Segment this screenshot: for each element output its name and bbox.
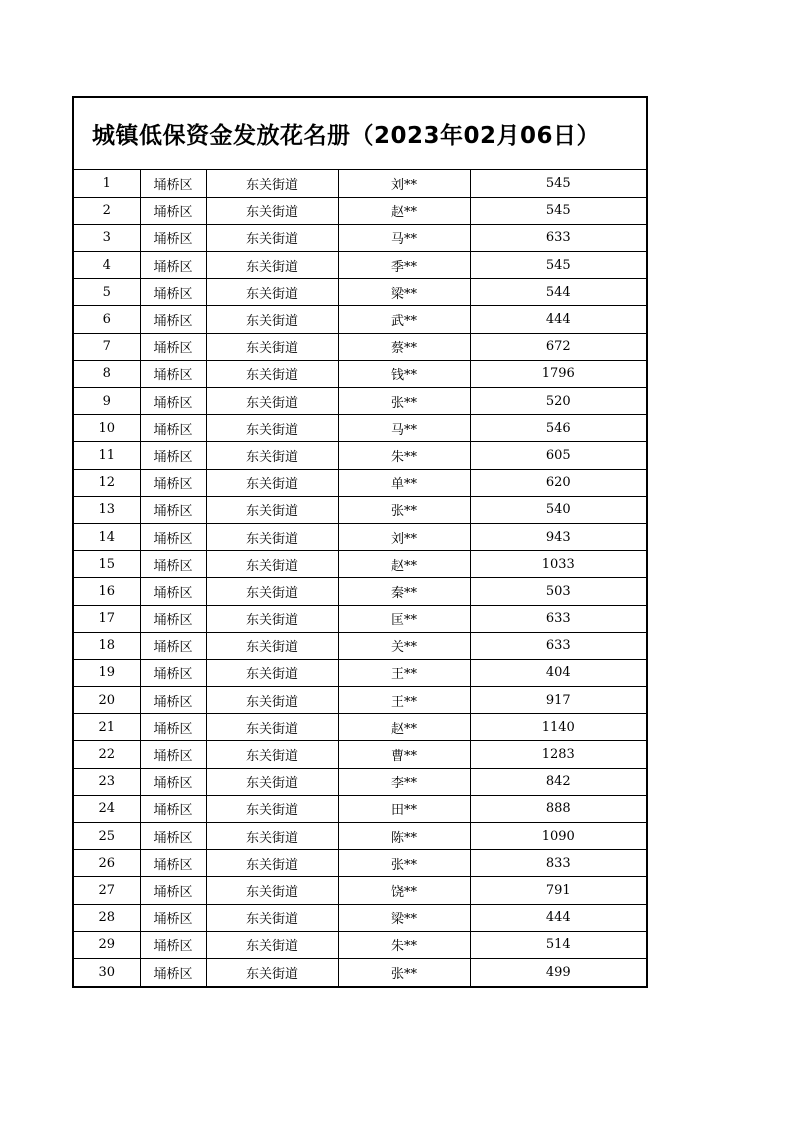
street-cell: 东关街道 [206,388,338,415]
row-number-cell: 26 [74,850,140,877]
roster-sheet [72,96,648,988]
row-number-cell: 11 [74,442,140,469]
district-cell: 埇桥区 [140,333,206,360]
name-cell: 刘** [338,170,470,197]
district-cell: 埇桥区 [140,741,206,768]
row-number-cell: 16 [74,578,140,605]
street-cell: 东关街道 [206,714,338,741]
amount-cell: 917 [470,687,646,714]
row-number-cell: 20 [74,687,140,714]
name-cell: 张** [338,388,470,415]
district-cell: 埇桥区 [140,551,206,578]
row-number-cell: 24 [74,795,140,822]
district-cell: 埇桥区 [140,877,206,904]
street-cell: 东关街道 [206,170,338,197]
district-cell: 埇桥区 [140,469,206,496]
table-row [74,442,646,469]
district-cell: 埇桥区 [140,170,206,197]
street-cell: 东关街道 [206,333,338,360]
name-cell: 赵** [338,714,470,741]
row-number-cell: 28 [74,904,140,931]
amount-cell: 545 [470,252,646,279]
name-cell: 张** [338,850,470,877]
table-row [74,388,646,415]
table-row [74,605,646,632]
name-cell: 张** [338,496,470,523]
street-cell: 东关街道 [206,687,338,714]
table-row [74,768,646,795]
amount-cell: 546 [470,415,646,442]
amount-cell: 633 [470,605,646,632]
amount-cell: 544 [470,279,646,306]
table-row [74,687,646,714]
row-number-cell: 5 [74,279,140,306]
street-cell: 东关街道 [206,931,338,958]
table-row [74,632,646,659]
street-cell: 东关街道 [206,224,338,251]
street-cell: 东关街道 [206,415,338,442]
row-number-cell: 6 [74,306,140,333]
name-cell: 马** [338,224,470,251]
street-cell: 东关街道 [206,850,338,877]
street-cell: 东关街道 [206,197,338,224]
street-cell: 东关街道 [206,958,338,985]
name-cell: 王** [338,659,470,686]
row-number-cell: 4 [74,252,140,279]
table-row [74,958,646,985]
name-cell: 陈** [338,823,470,850]
name-cell: 田** [338,795,470,822]
row-number-cell: 29 [74,931,140,958]
amount-cell: 620 [470,469,646,496]
row-number-cell: 12 [74,469,140,496]
row-number-cell: 30 [74,958,140,985]
amount-cell: 672 [470,333,646,360]
table-row [74,795,646,822]
row-number-cell: 25 [74,823,140,850]
amount-cell: 545 [470,197,646,224]
table-row [74,659,646,686]
table-row [74,415,646,442]
amount-cell: 791 [470,877,646,904]
amount-cell: 444 [470,904,646,931]
street-cell: 东关街道 [206,659,338,686]
name-cell: 曹** [338,741,470,768]
district-cell: 埇桥区 [140,360,206,387]
document-title: 城镇低保资金发放花名册（2023年02月06日） [92,123,601,149]
row-number-cell: 15 [74,551,140,578]
street-cell: 东关街道 [206,823,338,850]
amount-cell: 1033 [470,551,646,578]
amount-cell: 404 [470,659,646,686]
name-cell: 匡** [338,605,470,632]
amount-cell: 1796 [470,360,646,387]
district-cell: 埇桥区 [140,388,206,415]
row-number-cell: 14 [74,523,140,550]
row-number-cell: 19 [74,659,140,686]
district-cell: 埇桥区 [140,823,206,850]
district-cell: 埇桥区 [140,197,206,224]
district-cell: 埇桥区 [140,768,206,795]
amount-cell: 633 [470,224,646,251]
district-cell: 埇桥区 [140,279,206,306]
table-row [74,523,646,550]
street-cell: 东关街道 [206,741,338,768]
name-cell: 钱** [338,360,470,387]
amount-cell: 1140 [470,714,646,741]
table-row [74,823,646,850]
district-cell: 埇桥区 [140,523,206,550]
row-number-cell: 3 [74,224,140,251]
table-row [74,904,646,931]
roster-table [74,170,646,986]
amount-cell: 842 [470,768,646,795]
amount-cell: 888 [470,795,646,822]
district-cell: 埇桥区 [140,415,206,442]
district-cell: 埇桥区 [140,659,206,686]
district-cell: 埇桥区 [140,687,206,714]
street-cell: 东关街道 [206,904,338,931]
name-cell: 马** [338,415,470,442]
table-row [74,741,646,768]
name-cell: 秦** [338,578,470,605]
row-number-cell: 21 [74,714,140,741]
name-cell: 单** [338,469,470,496]
table-row [74,850,646,877]
street-cell: 东关街道 [206,877,338,904]
table-row [74,306,646,333]
district-cell: 埇桥区 [140,605,206,632]
street-cell: 东关街道 [206,632,338,659]
district-cell: 埇桥区 [140,496,206,523]
row-number-cell: 8 [74,360,140,387]
street-cell: 东关街道 [206,551,338,578]
row-number-cell: 10 [74,415,140,442]
amount-cell: 833 [470,850,646,877]
name-cell: 赵** [338,197,470,224]
table-row [74,279,646,306]
table-row [74,714,646,741]
amount-cell: 514 [470,931,646,958]
street-cell: 东关街道 [206,306,338,333]
name-cell: 朱** [338,931,470,958]
table-row [74,578,646,605]
district-cell: 埇桥区 [140,578,206,605]
amount-cell: 503 [470,578,646,605]
table-row [74,197,646,224]
name-cell: 王** [338,687,470,714]
name-cell: 赵** [338,551,470,578]
name-cell: 李** [338,768,470,795]
district-cell: 埇桥区 [140,931,206,958]
row-number-cell: 13 [74,496,140,523]
amount-cell: 633 [470,632,646,659]
amount-cell: 1283 [470,741,646,768]
district-cell: 埇桥区 [140,795,206,822]
district-cell: 埇桥区 [140,904,206,931]
row-number-cell: 23 [74,768,140,795]
row-number-cell: 9 [74,388,140,415]
row-number-cell: 2 [74,197,140,224]
title-row [74,98,646,170]
table-row [74,469,646,496]
roster-table-body [74,170,646,986]
amount-cell: 499 [545,964,571,980]
row-number-cell: 17 [74,605,140,632]
street-cell: 东关街道 [206,496,338,523]
street-cell: 东关街道 [206,578,338,605]
name-cell: 梁** [338,904,470,931]
table-row [74,551,646,578]
row-number-cell: 27 [74,877,140,904]
name-cell: 梁** [338,279,470,306]
street-cell: 东关街道 [206,252,338,279]
table-row [74,496,646,523]
district-cell: 埇桥区 [140,252,206,279]
name-cell: 关** [338,632,470,659]
street-cell: 东关街道 [206,768,338,795]
name-cell: 武** [338,306,470,333]
table-row [74,333,646,360]
table-row [74,252,646,279]
district-cell: 埇桥区 [140,850,206,877]
amount-cell: 540 [470,496,646,523]
row-number-cell: 7 [74,333,140,360]
table-row [74,931,646,958]
district-cell: 埇桥区 [140,224,206,251]
table-row [74,224,646,251]
amount-cell: 605 [470,442,646,469]
district-cell: 埇桥区 [140,714,206,741]
street-cell: 东关街道 [206,442,338,469]
street-cell: 东关街道 [206,360,338,387]
district-cell: 埇桥区 [140,442,206,469]
district-cell: 埇桥区 [140,958,206,985]
name-cell: 刘** [338,523,470,550]
street-cell: 东关街道 [206,795,338,822]
district-cell: 埇桥区 [140,632,206,659]
amount-cell: 545 [470,170,646,197]
name-cell: 蔡** [338,333,470,360]
table-row [74,170,646,197]
amount-cell: 943 [470,523,646,550]
name-cell: 朱** [338,442,470,469]
district-cell: 埇桥区 [140,306,206,333]
street-cell: 东关街道 [206,523,338,550]
row-number-cell: 18 [74,632,140,659]
amount-cell: 444 [470,306,646,333]
amount-cell: 520 [470,388,646,415]
row-number-cell: 1 [74,170,140,197]
table-row [74,877,646,904]
name-cell: 张** [338,958,470,985]
street-cell: 东关街道 [206,605,338,632]
row-number-cell: 22 [74,741,140,768]
table-row [74,360,646,387]
amount-cell: 1090 [470,823,646,850]
street-cell: 东关街道 [206,279,338,306]
name-cell: 饶** [338,877,470,904]
name-cell: 季** [338,252,470,279]
street-cell: 东关街道 [206,469,338,496]
